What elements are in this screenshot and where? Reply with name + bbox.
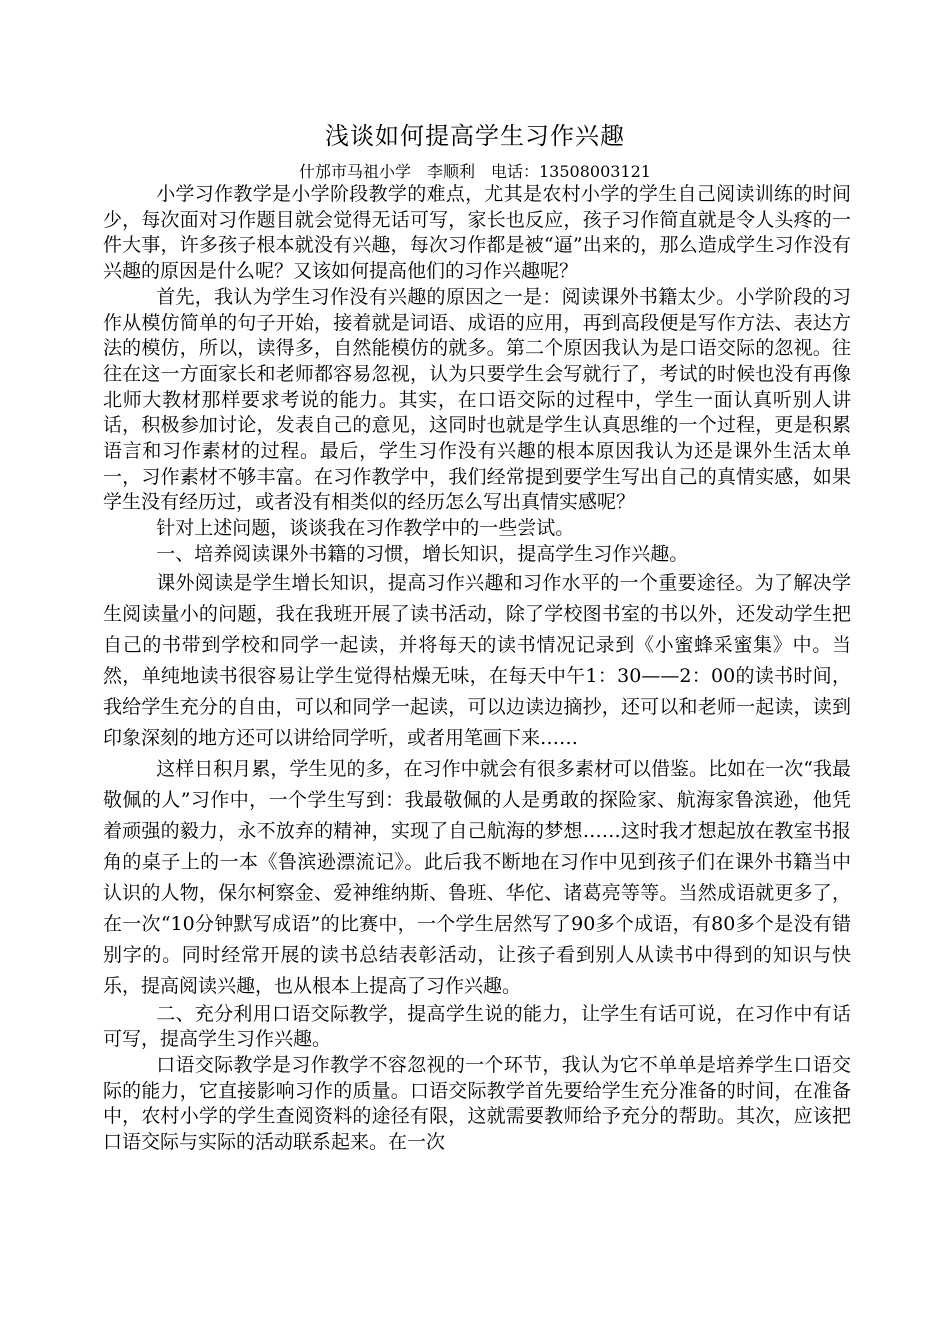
- document-title: 浅谈如何提高学生习作兴趣: [325, 122, 625, 150]
- paragraph-intro: 小学习作教学是小学阶段教学的难点，尤其是农村小学的学生自己阅读训练的时间少，每次面对习作题目就会觉得无话可写，家长也反应，孩子习作简直就是令人头疼的一件大事，许多孩子根本就没有兴趣，每次习作都是被“逼”出来的，那么造成学生习作没有兴趣的原因是什么呢？又该如何提高他们的习作兴趣呢？: [103, 183, 851, 283]
- section-heading-1: 一、培养阅读课外书籍的习惯，增长知识，提高学生习作兴趣。: [156, 542, 689, 565]
- author-byline: 什邡市马祖小学 李顺利 电话：13508003121: [299, 162, 651, 181]
- paragraph-oral-communication: 口语交际教学是习作教学不容忽视的一个环节，我认为它不单单是培养学生口语交际的能力，它直接影响习作的质量。口语交际教学首先要给学生充分准备的时间，在准备中，农村小学的学生查阅资料的途径有限，这就需要教师给予充分的帮助。其次，应该把口语交际与实际的活动联系起来。在一次: [103, 1053, 851, 1154]
- paragraph-reading-results: 这样日积月累，学生见的多，在习作中就会有很多素材可以借鉴。比如在一次“我最敬佩的人”习作中，一个学生写到：我最敬佩的人是勇敢的探险家、航海家鲁滨逊，他凭着顽强的毅力，永不放弃的精神，实现了自己航海的梦想……这时我才想起放在教室书报角的桌子上的一本《鲁滨逊漂流记》。此后我不断地在习作中见到孩子们在课外书籍当中认识的人物，保尔柯察金、爱神维纳斯、鲁班、华佗、诸葛亮等等。当然成语就更多了，在一次“10分钟默写成语”的比赛中，一个学生居然写了90多个成语，有80多个是没有错别字的。同时经常开展的读书总结表彰活动，让孩子看到别人从读书中得到的知识与快乐，提高阅读兴趣，也从根本上提高了习作兴趣。: [103, 757, 851, 997]
- paragraph-reading-activity: 课外阅读是学生增长知识，提高习作兴趣和习作水平的一个重要途径。为了解决学生阅读量小的问题，我在我班开展了读书活动，除了学校图书室的书以外，还发动学生把自己的书带到学校和同学一起读，并将每天的读书情况记录到《小蜜蜂采蜜集》中。当然，单纯地读书很容易让学生觉得枯燥无味，在每天中午1：30——2：00的读书时间，我给学生充分的自由，可以和同学一起读，可以边读边摘抄，还可以和老师一起读，读到印象深刻的地方还可以讲给同学听，或者用笔画下来……: [103, 571, 851, 749]
- document-body: [103, 182, 851, 1156]
- paragraph-causes: 首先，我认为学生习作没有兴趣的原因之一是：阅读课外书籍太少。小学阶段的习作从模仿简单的句子开始，接着就是词语、成语的应用，再到高段便是写作方法、表达方法的模仿，所以，读得多，自然能模仿的就多。第二个原因我认为是口语交际的忽视。往往在这一方面家长和老师都容易忽视，认为只要学生会写就行了，考试的时候也没有再像北师大教材那样要求考说的能力。其实，在口语交际的过程中，学生一面认真听别人讲话，积极参加讨论，发表自己的意见，这同时也就是学生认真思维的一个过程，更是积累语言和习作素材的过程。最后，学生习作没有兴趣的根本原因我认为还是课外生活太单一，习作素材不够丰富。在习作教学中，我们经常提到要学生写出自己的真情实感，如果学生没有经历过，或者没有相类似的经历怎么写出真情实感呢？: [103, 285, 851, 514]
- section-heading-2: 二、充分利用口语交际教学，提高学生说的能力，让学生有话可说，在习作中有话可写，提高学生习作兴趣。: [103, 1002, 851, 1051]
- paragraph-transition: 针对上述问题，谈谈我在习作教学中的一些尝试。: [156, 517, 575, 540]
